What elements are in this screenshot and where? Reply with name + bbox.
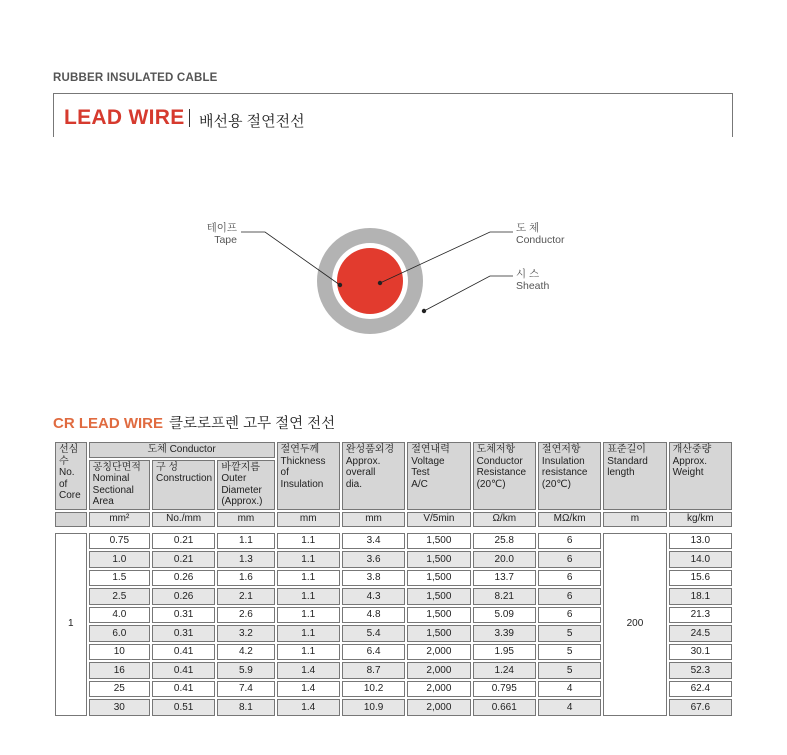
tape-label-ko: 테이프 bbox=[206, 222, 237, 234]
cell-construction: 0.21 bbox=[152, 551, 215, 568]
cell-voltage: 1,500 bbox=[407, 588, 470, 605]
sheath-label bbox=[516, 268, 549, 292]
cell-area: 30 bbox=[89, 699, 150, 716]
unit-cell: mm bbox=[277, 512, 340, 527]
cell-construction: 0.41 bbox=[152, 662, 215, 679]
cell-construction: 0.41 bbox=[152, 681, 215, 698]
header-insulation-resistance: 절연저항 Insulation resistance (20℃) bbox=[538, 442, 601, 510]
cell-area: 16 bbox=[89, 662, 150, 679]
cell-outer: 2.6 bbox=[217, 607, 274, 624]
cell-voltage: 1,500 bbox=[407, 570, 470, 587]
cell-ins: 6 bbox=[538, 588, 601, 605]
cell-outer: 1.3 bbox=[217, 551, 274, 568]
unit-cell: m bbox=[603, 512, 666, 527]
spec-table bbox=[53, 440, 734, 718]
cell-ins: 6 bbox=[538, 570, 601, 587]
cell-resistance: 3.39 bbox=[473, 625, 536, 642]
cell-weight: 18.1 bbox=[669, 588, 732, 605]
header-length: 표준길이 Standard length bbox=[603, 442, 666, 510]
cell-voltage: 2,000 bbox=[407, 699, 470, 716]
cell-outer: 8.1 bbox=[217, 699, 274, 716]
unit-cell: Ω/km bbox=[473, 512, 536, 527]
conductor-label bbox=[516, 222, 564, 246]
cell-weight: 13.0 bbox=[669, 533, 732, 550]
header-overall-dia: 완성품외경 Approx. overall dia. bbox=[342, 442, 405, 510]
sheath-label-ko: 시 스 bbox=[516, 268, 540, 280]
cell-area: 1.5 bbox=[89, 570, 150, 587]
cell-voltage: 2,000 bbox=[407, 681, 470, 698]
cell-overall: 8.7 bbox=[342, 662, 405, 679]
table-row bbox=[55, 533, 732, 550]
header-thickness: 절연두께 Thickness of Insulation bbox=[277, 442, 340, 510]
title-divider bbox=[189, 109, 190, 127]
cell-weight: 67.6 bbox=[669, 699, 732, 716]
cell-overall: 10.9 bbox=[342, 699, 405, 716]
header-weight: 개산중량 Approx. Weight bbox=[669, 442, 732, 510]
cell-ins: 4 bbox=[538, 681, 601, 698]
cell-thickness: 1.4 bbox=[277, 681, 340, 698]
cell-weight: 62.4 bbox=[669, 681, 732, 698]
header-voltage: 절연내력 Voltage Test A/C bbox=[407, 442, 470, 510]
sheath-leader-line bbox=[424, 276, 513, 311]
cell-outer: 4.2 bbox=[217, 644, 274, 661]
unit-cell: No./mm bbox=[152, 512, 215, 527]
cell-ins: 4 bbox=[538, 699, 601, 716]
cell-resistance: 25.8 bbox=[473, 533, 536, 550]
category-label: RUBBER INSULATED CABLE bbox=[53, 72, 218, 84]
tape-label-en: Tape bbox=[214, 234, 237, 246]
cell-construction: 0.26 bbox=[152, 588, 215, 605]
cell-area: 4.0 bbox=[89, 607, 150, 624]
conductor-label-ko: 도 체 bbox=[516, 222, 540, 234]
unit-cell: mm bbox=[342, 512, 405, 527]
cell-resistance: 0.661 bbox=[473, 699, 536, 716]
page-title: LEAD WIRE bbox=[64, 106, 185, 129]
section-title-en: CR LEAD WIRE bbox=[53, 415, 163, 432]
unit-cores bbox=[55, 512, 87, 527]
cell-area: 10 bbox=[89, 644, 150, 661]
cell-weight: 52.3 bbox=[669, 662, 732, 679]
section-title bbox=[53, 412, 335, 433]
cell-thickness: 1.1 bbox=[277, 644, 340, 661]
cell-resistance: 8.21 bbox=[473, 588, 536, 605]
cell-voltage: 1,500 bbox=[407, 625, 470, 642]
cell-construction: 0.21 bbox=[152, 533, 215, 550]
cell-thickness: 1.1 bbox=[277, 625, 340, 642]
conductor-core bbox=[337, 248, 403, 314]
cell-thickness: 1.4 bbox=[277, 662, 340, 679]
cell-area: 1.0 bbox=[89, 551, 150, 568]
cell-voltage: 1,500 bbox=[407, 533, 470, 550]
cell-thickness: 1.1 bbox=[277, 570, 340, 587]
unit-cell: mm bbox=[217, 512, 274, 527]
unit-cell: mm² bbox=[89, 512, 150, 527]
cell-outer: 7.4 bbox=[217, 681, 274, 698]
tape-label bbox=[206, 222, 237, 246]
cell-outer: 5.9 bbox=[217, 662, 274, 679]
cell-outer: 2.1 bbox=[217, 588, 274, 605]
cell-weight: 15.6 bbox=[669, 570, 732, 587]
cell-voltage: 2,000 bbox=[407, 662, 470, 679]
cell-construction: 0.31 bbox=[152, 625, 215, 642]
unit-cell: MΩ/km bbox=[538, 512, 601, 527]
cell-overall: 4.3 bbox=[342, 588, 405, 605]
cell-overall: 4.8 bbox=[342, 607, 405, 624]
cell-resistance: 0.795 bbox=[473, 681, 536, 698]
conductor-leader-line bbox=[380, 232, 513, 283]
cell-ins: 5 bbox=[538, 644, 601, 661]
cell-outer: 1.1 bbox=[217, 533, 274, 550]
cell-resistance: 1.24 bbox=[473, 662, 536, 679]
header-conductor-group: 도체 Conductor bbox=[89, 442, 275, 458]
cell-overall: 10.2 bbox=[342, 681, 405, 698]
cell-overall: 5.4 bbox=[342, 625, 405, 642]
insulation-tape-ring bbox=[332, 243, 408, 319]
unit-cell: V/5min bbox=[407, 512, 470, 527]
sheath-ring bbox=[317, 228, 423, 334]
standard-length-cell: 200 bbox=[603, 533, 666, 716]
cell-weight: 24.5 bbox=[669, 625, 732, 642]
cell-overall: 6.4 bbox=[342, 644, 405, 661]
cell-area: 25 bbox=[89, 681, 150, 698]
cell-ins: 6 bbox=[538, 607, 601, 624]
cell-resistance: 13.7 bbox=[473, 570, 536, 587]
header-outer-dia: 바깥지름 Outer Diameter (Approx.) bbox=[217, 460, 274, 510]
header-construction: 구 성 Construction bbox=[152, 460, 215, 510]
cell-ins: 5 bbox=[538, 662, 601, 679]
cell-thickness: 1.1 bbox=[277, 588, 340, 605]
cell-resistance: 1.95 bbox=[473, 644, 536, 661]
cell-overall: 3.4 bbox=[342, 533, 405, 550]
core-count-cell: 1 bbox=[55, 533, 87, 716]
spec-table-body bbox=[55, 533, 732, 716]
cell-construction: 0.31 bbox=[152, 607, 215, 624]
cell-weight: 21.3 bbox=[669, 607, 732, 624]
cell-overall: 3.6 bbox=[342, 551, 405, 568]
section-title-ko: 클로로프렌 고무 절연 전선 bbox=[169, 416, 336, 432]
cell-construction: 0.26 bbox=[152, 570, 215, 587]
cell-overall: 3.8 bbox=[342, 570, 405, 587]
cell-voltage: 1,500 bbox=[407, 607, 470, 624]
header-cores: 선심수 No. of Core bbox=[55, 442, 87, 510]
cell-area: 2.5 bbox=[89, 588, 150, 605]
unit-cell: kg/km bbox=[669, 512, 732, 527]
cell-weight: 30.1 bbox=[669, 644, 732, 661]
cell-ins: 5 bbox=[538, 625, 601, 642]
cell-area: 0.75 bbox=[89, 533, 150, 550]
cell-outer: 3.2 bbox=[217, 625, 274, 642]
cell-voltage: 1,500 bbox=[407, 551, 470, 568]
cell-construction: 0.51 bbox=[152, 699, 215, 716]
cell-thickness: 1.1 bbox=[277, 551, 340, 568]
cell-ins: 6 bbox=[538, 533, 601, 550]
header-nominal-area: 공칭단면적 Nominal Sectional Area bbox=[89, 460, 150, 510]
cell-weight: 14.0 bbox=[669, 551, 732, 568]
cell-thickness: 1.1 bbox=[277, 533, 340, 550]
cell-construction: 0.41 bbox=[152, 644, 215, 661]
cell-outer: 1.6 bbox=[217, 570, 274, 587]
title-box bbox=[53, 93, 733, 137]
cell-resistance: 20.0 bbox=[473, 551, 536, 568]
tape-leader-line bbox=[241, 232, 340, 285]
cell-ins: 6 bbox=[538, 551, 601, 568]
sheath-label-en: Sheath bbox=[516, 280, 550, 292]
cell-thickness: 1.1 bbox=[277, 607, 340, 624]
page-subtitle: 배선용 절연전선 bbox=[199, 113, 305, 130]
conductor-label-en: Conductor bbox=[516, 234, 565, 246]
cell-voltage: 2,000 bbox=[407, 644, 470, 661]
cell-thickness: 1.4 bbox=[277, 699, 340, 716]
cell-area: 6.0 bbox=[89, 625, 150, 642]
header-resistance: 도체저항 Conductor Resistance (20℃) bbox=[473, 442, 536, 510]
cell-resistance: 5.09 bbox=[473, 607, 536, 624]
